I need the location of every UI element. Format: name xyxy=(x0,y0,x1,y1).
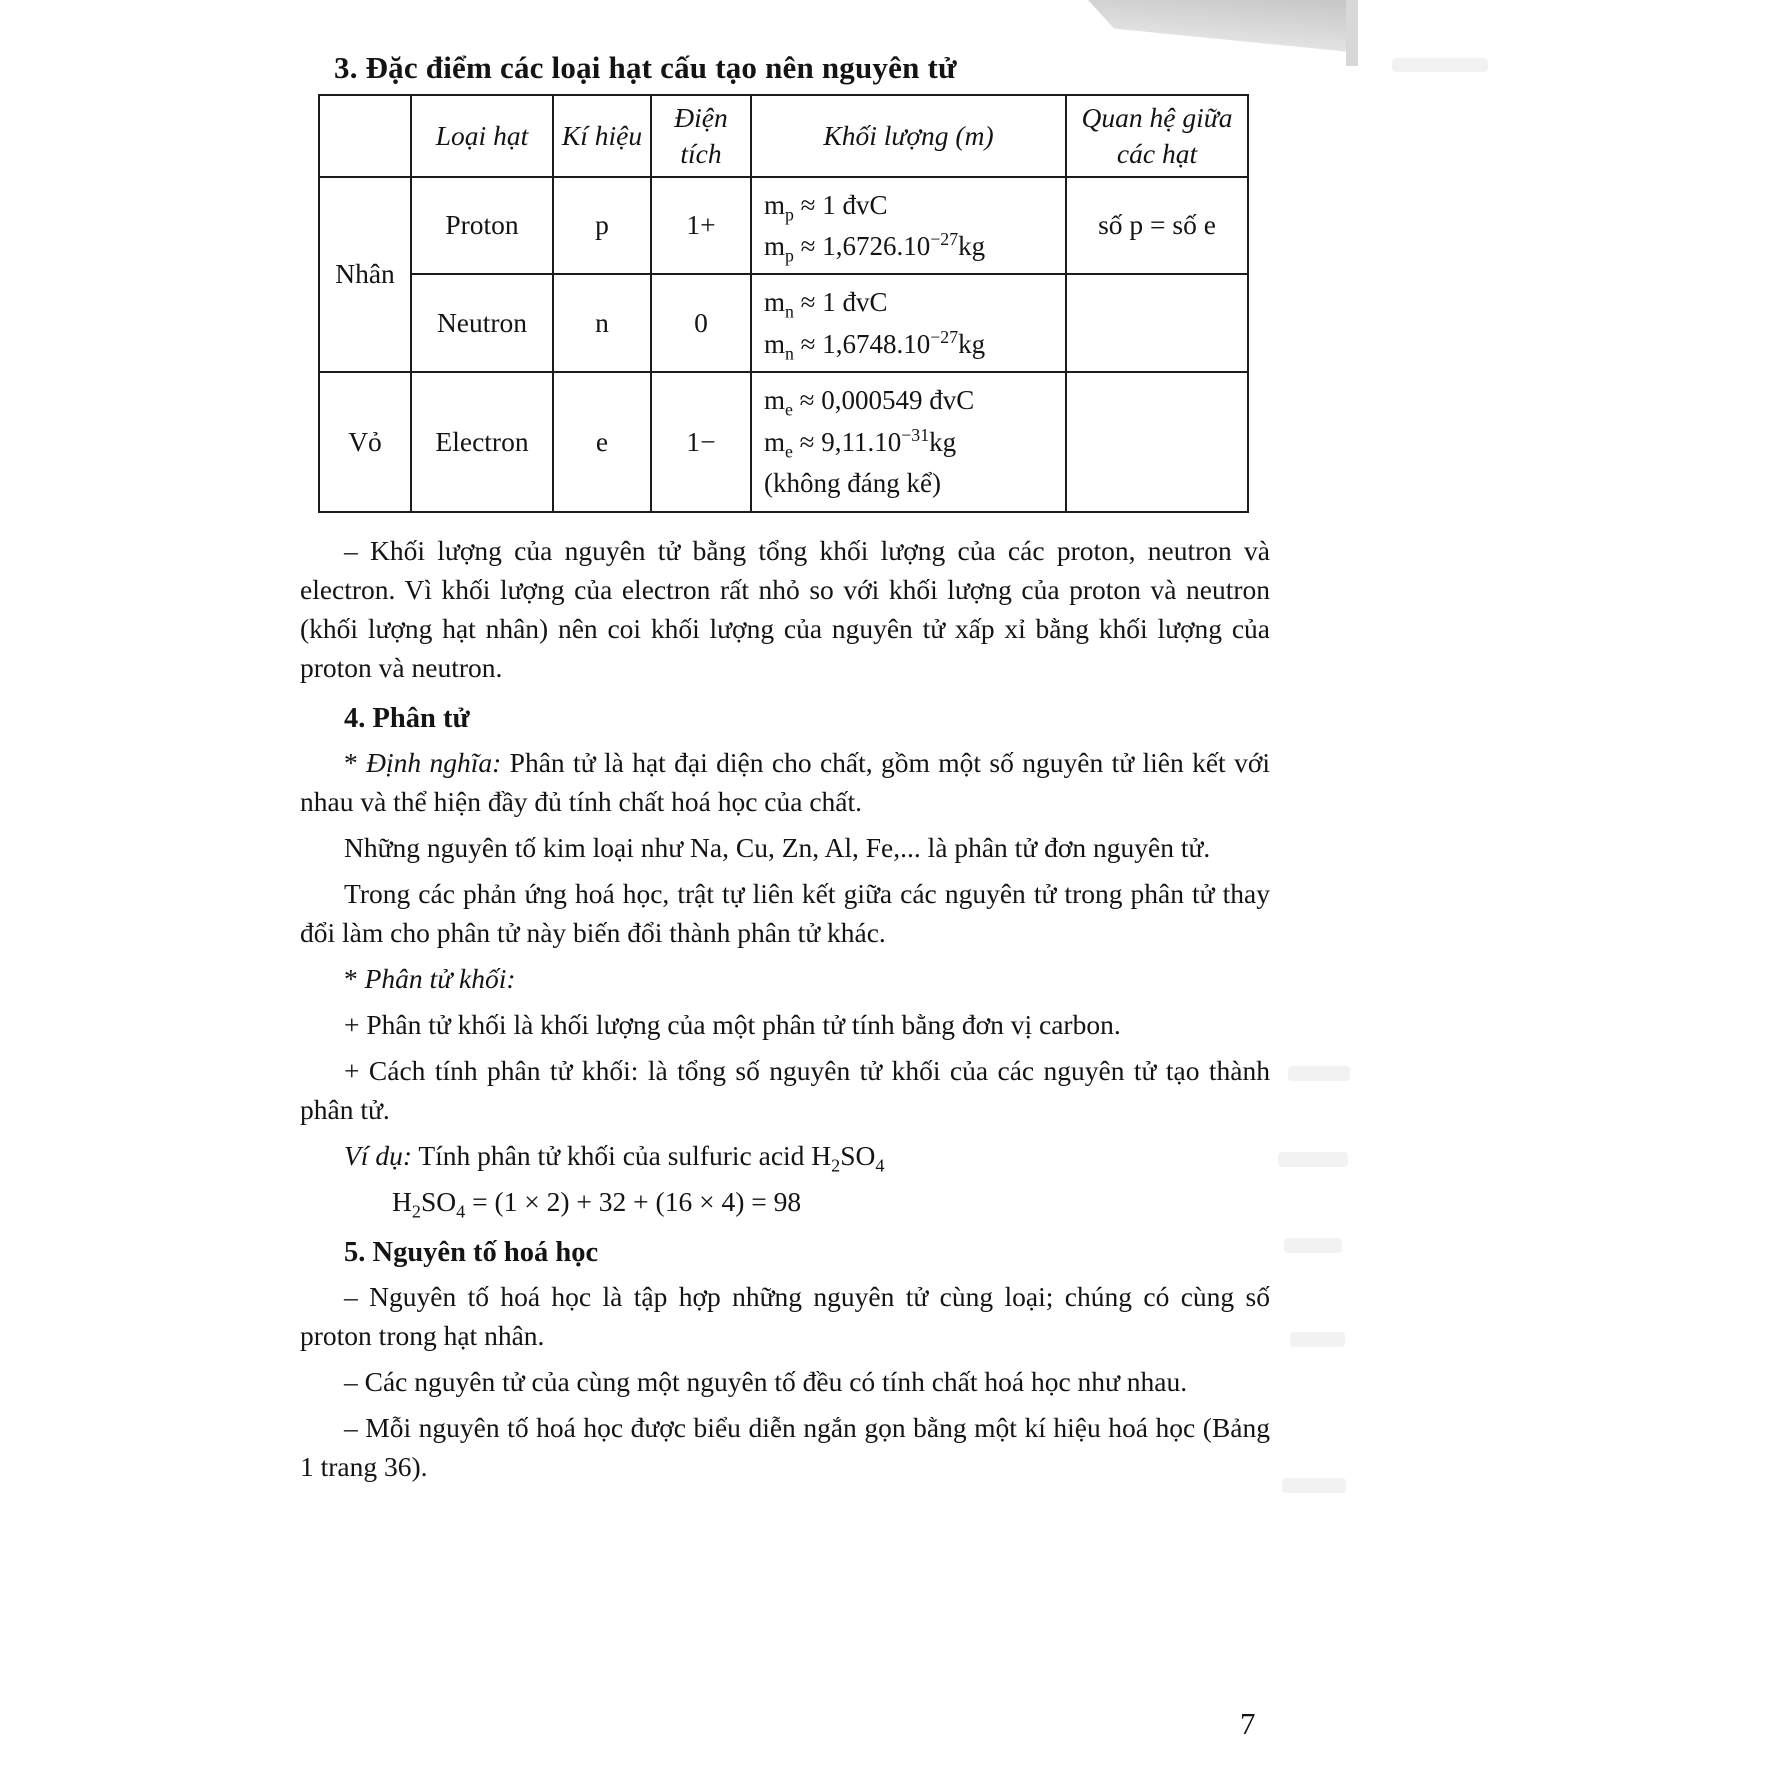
cell-neutron-symbol: n xyxy=(553,274,651,372)
cell-proton-relation: số p = số e xyxy=(1066,177,1248,275)
cell-electron-mass xyxy=(751,372,1066,511)
header-group xyxy=(319,95,411,177)
formula-h2so4: $H_2SO_4 = (1 \times 2) + 32 + (16 \times 4) = 98$ xyxy=(392,1185,802,1222)
scan-bleed-artifact xyxy=(1288,1066,1350,1081)
scan-bleed-artifact xyxy=(1284,1238,1342,1253)
proton-mass-line-2: $m_p \approx 1,6726.10^{-27}kg$ xyxy=(764,228,986,266)
cell-neutron-mass xyxy=(751,274,1066,372)
electron-mass-line-3: (không đáng kể) xyxy=(764,468,941,499)
cell-neutron-name: Neutron xyxy=(411,274,553,372)
page-number: 7 xyxy=(1240,1706,1256,1741)
scan-bleed-artifact xyxy=(1392,58,1488,72)
header-particle-type: Loại hạt xyxy=(411,95,553,177)
cell-electron-relation xyxy=(1066,372,1248,511)
paragraph-metals: Những nguyên tố kim loại như Na, Cu, Zn, Al, Fe,... là phân tử đơn nguyên tử. xyxy=(344,831,1211,863)
paragraph-vi-du: Ví dụ: Tính phân tử khối của sulfuric acid $H_2SO_4$ xyxy=(344,1139,885,1176)
paragraph-element-props: – Các nguyên tử của cùng một nguyên tố đều có tính chất hoá học như nhau. xyxy=(344,1365,1188,1397)
table-header-row xyxy=(319,95,1248,177)
table-row-electron xyxy=(319,372,1248,511)
cell-proton-mass xyxy=(751,177,1066,275)
scan-edge-shade xyxy=(1346,0,1358,66)
scan-bleed-artifact xyxy=(1290,1332,1345,1347)
cell-neutron-relation xyxy=(1066,274,1248,372)
section3-heading: 3. Đặc điểm các loại hạt cấu tạo nên nguyên tử xyxy=(334,50,957,85)
cell-electron-charge: 1− xyxy=(651,372,751,511)
page-content xyxy=(300,50,1270,1493)
cell-neutron-charge: 0 xyxy=(651,274,751,372)
paragraph-ptk-def: + Phân tử khối là khối lượng của một phân tử tính bằng đơn vị carbon. xyxy=(344,1008,1121,1040)
table-row-neutron xyxy=(319,274,1248,372)
paragraph-element-symbol: – Mỗi nguyên tố hoá học được biểu diễn ngắn gọn bằng một kí hiệu hoá học (Bảng 1 trang 36). xyxy=(300,1411,1270,1482)
neutron-mass-line-2: $m_n \approx 1,6748.10^{-27}kg$ xyxy=(764,326,986,364)
section5-heading: 5. Nguyên tố hoá học xyxy=(344,1236,599,1268)
neutron-mass-line-1: $m_n \approx 1$ đvC xyxy=(764,287,888,322)
paragraph-ptk-label: * Phân tử khối: xyxy=(344,962,516,994)
electron-mass-line-2: $m_e \approx 9,11.10^{-31}kg$ xyxy=(764,424,957,462)
paragraph-ptk-calc: + Cách tính phân tử khối: là tổng số nguyên tử khối của các nguyên tử tạo thành phân tử. xyxy=(300,1054,1270,1125)
paragraph-element-def: – Nguyên tố hoá học là tập hợp những nguyên tử cùng loại; chúng có cùng số proton trong hạt nhân. xyxy=(300,1280,1270,1351)
electron-mass-line-1: $m_e \approx 0,000549$ đvC xyxy=(764,385,975,420)
cell-proton-symbol: p xyxy=(553,177,651,275)
paragraph-mass-note: – Khối lượng của nguyên tử bằng tổng khối lượng của các proton, neutron và electron. Vì khối lượng của electron rất nhỏ so với khối lượng của proton và neutron (khối lượng hạt nhân) nên coi khối lượng của nguyên tử xấp xỉ bằng khối lượng của proton và neutron. xyxy=(300,534,1270,683)
cell-electron-name: Electron xyxy=(411,372,553,511)
proton-mass-line-1: $m_p \approx 1$ đvC xyxy=(764,189,888,224)
scan-bleed-artifact xyxy=(1278,1152,1348,1167)
scan-corner-shade xyxy=(1088,0,1350,52)
cell-proton-charge: 1+ xyxy=(651,177,751,275)
cell-group-vo: Vỏ xyxy=(319,372,411,511)
cell-proton-name: Proton xyxy=(411,177,553,275)
header-relation: Quan hệ giữa các hạt xyxy=(1066,95,1248,177)
header-mass: Khối lượng (m) xyxy=(751,95,1066,177)
cell-electron-symbol: e xyxy=(553,372,651,511)
header-charge: Điện tích xyxy=(651,95,751,177)
section4-heading: 4. Phân tử xyxy=(344,702,470,734)
paragraph-dinh-nghia: * Định nghĩa: Phân tử là hạt đại diện cho chất, gồm một số nguyên tử liên kết với nhau và thể hiện đầy đủ tính chất hoá học của chất. xyxy=(300,746,1271,817)
header-symbol: Kí hiệu xyxy=(553,95,651,177)
cell-group-nhan: Nhân xyxy=(319,177,411,373)
scan-bleed-artifact xyxy=(1282,1478,1346,1493)
particles-table xyxy=(318,94,1249,513)
table-row-proton xyxy=(319,177,1248,275)
paragraph-reactions: Trong các phản ứng hoá học, trật tự liên kết giữa các nguyên tử trong phân tử thay đổi làm cho phân tử này biến đổi thành phân tử khác. xyxy=(300,877,1270,948)
